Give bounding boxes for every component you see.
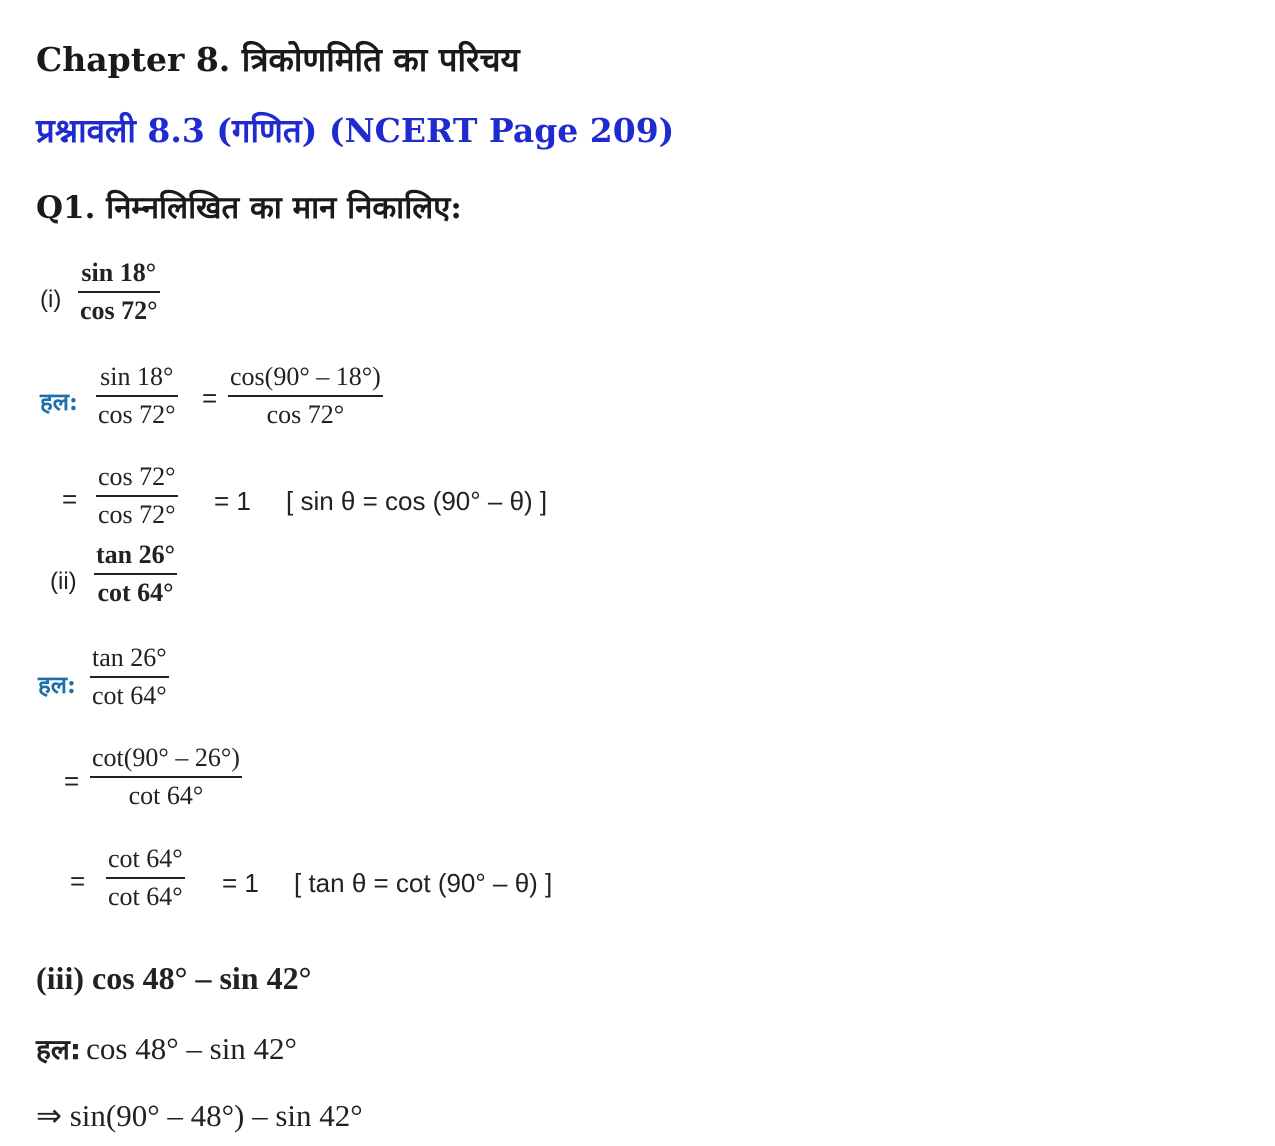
- part-i-step1b-fraction: [228, 362, 383, 430]
- fraction-bar: [228, 395, 383, 397]
- step3-denominator: cot 64°: [108, 882, 183, 911]
- fraction-bar: [90, 776, 242, 778]
- equals-sign: =: [62, 484, 78, 514]
- step1-denominator: cos 72°: [98, 400, 176, 429]
- step1b-numerator: cos(90° – 18°): [230, 362, 381, 391]
- part-i-reason: [ sin θ = cos (90° – θ) ]: [286, 486, 548, 516]
- part-i-numerator: sin 18°: [81, 258, 157, 287]
- part-iii-solution-line2: ⇒ sin(90° – 48°) – sin 42°: [36, 1098, 363, 1133]
- part-i-fraction: [78, 258, 160, 326]
- step1-numerator: tan 26°: [92, 643, 167, 672]
- part-ii-step2-fraction: [90, 743, 242, 811]
- step1-numerator: sin 18°: [100, 362, 174, 391]
- equals-sign: =: [70, 866, 86, 896]
- step2-denominator: cot 64°: [128, 781, 204, 810]
- fraction-bar: [106, 877, 185, 879]
- equals-sign: =: [202, 383, 218, 413]
- step2-numerator: cos 72°: [98, 462, 176, 491]
- fraction-bar: [96, 395, 178, 397]
- part-i-step2-fraction: [96, 462, 178, 530]
- part-iii-expression: cos 48° – sin 42°: [86, 1031, 297, 1066]
- part-iii-question: (iii) cos 48° – sin 42°: [36, 960, 312, 996]
- chapter-title: Chapter 8. त्रिकोणमिति का परिचय: [36, 40, 520, 79]
- step1b-denominator: cos 72°: [266, 400, 345, 429]
- part-i-label: (i): [40, 286, 62, 313]
- part-ii-step1-fraction: [90, 643, 169, 711]
- part-ii-label: (ii): [50, 568, 77, 595]
- solution-label-ii: हल:: [38, 670, 76, 699]
- part-ii-result: = 1: [222, 868, 259, 898]
- fraction-bar: [96, 495, 178, 497]
- step3-numerator: cot 64°: [108, 844, 183, 873]
- solution-label-i: हल:: [40, 387, 78, 416]
- part-i-denominator: cos 72°: [80, 296, 158, 325]
- step2-denominator: cos 72°: [98, 500, 176, 529]
- part-i-step1-fraction: [96, 362, 178, 430]
- question-1: Q1. निम्नलिखित का मान निकालिए:: [36, 190, 462, 226]
- part-iii-solution-line1: [36, 1030, 297, 1068]
- part-ii-denominator: cot 64°: [97, 578, 174, 607]
- part-ii-step3-fraction: [106, 844, 185, 912]
- exercise-title: प्रश्नावली 8.3 (गणित) (NCERT Page 209): [36, 111, 675, 150]
- step2-numerator: cot(90° – 26°): [92, 743, 240, 772]
- fraction-bar: [78, 291, 160, 293]
- equals-sign: =: [64, 766, 80, 796]
- part-ii-fraction: [94, 540, 177, 608]
- fraction-bar: [90, 676, 169, 678]
- step1-denominator: cot 64°: [92, 681, 167, 710]
- part-ii-numerator: tan 26°: [96, 540, 176, 569]
- fraction-bar: [94, 573, 177, 575]
- part-i-result: = 1: [214, 486, 251, 516]
- part-ii-reason: [ tan θ = cot (90° – θ) ]: [294, 868, 553, 898]
- solution-label-iii: हल:: [36, 1033, 82, 1066]
